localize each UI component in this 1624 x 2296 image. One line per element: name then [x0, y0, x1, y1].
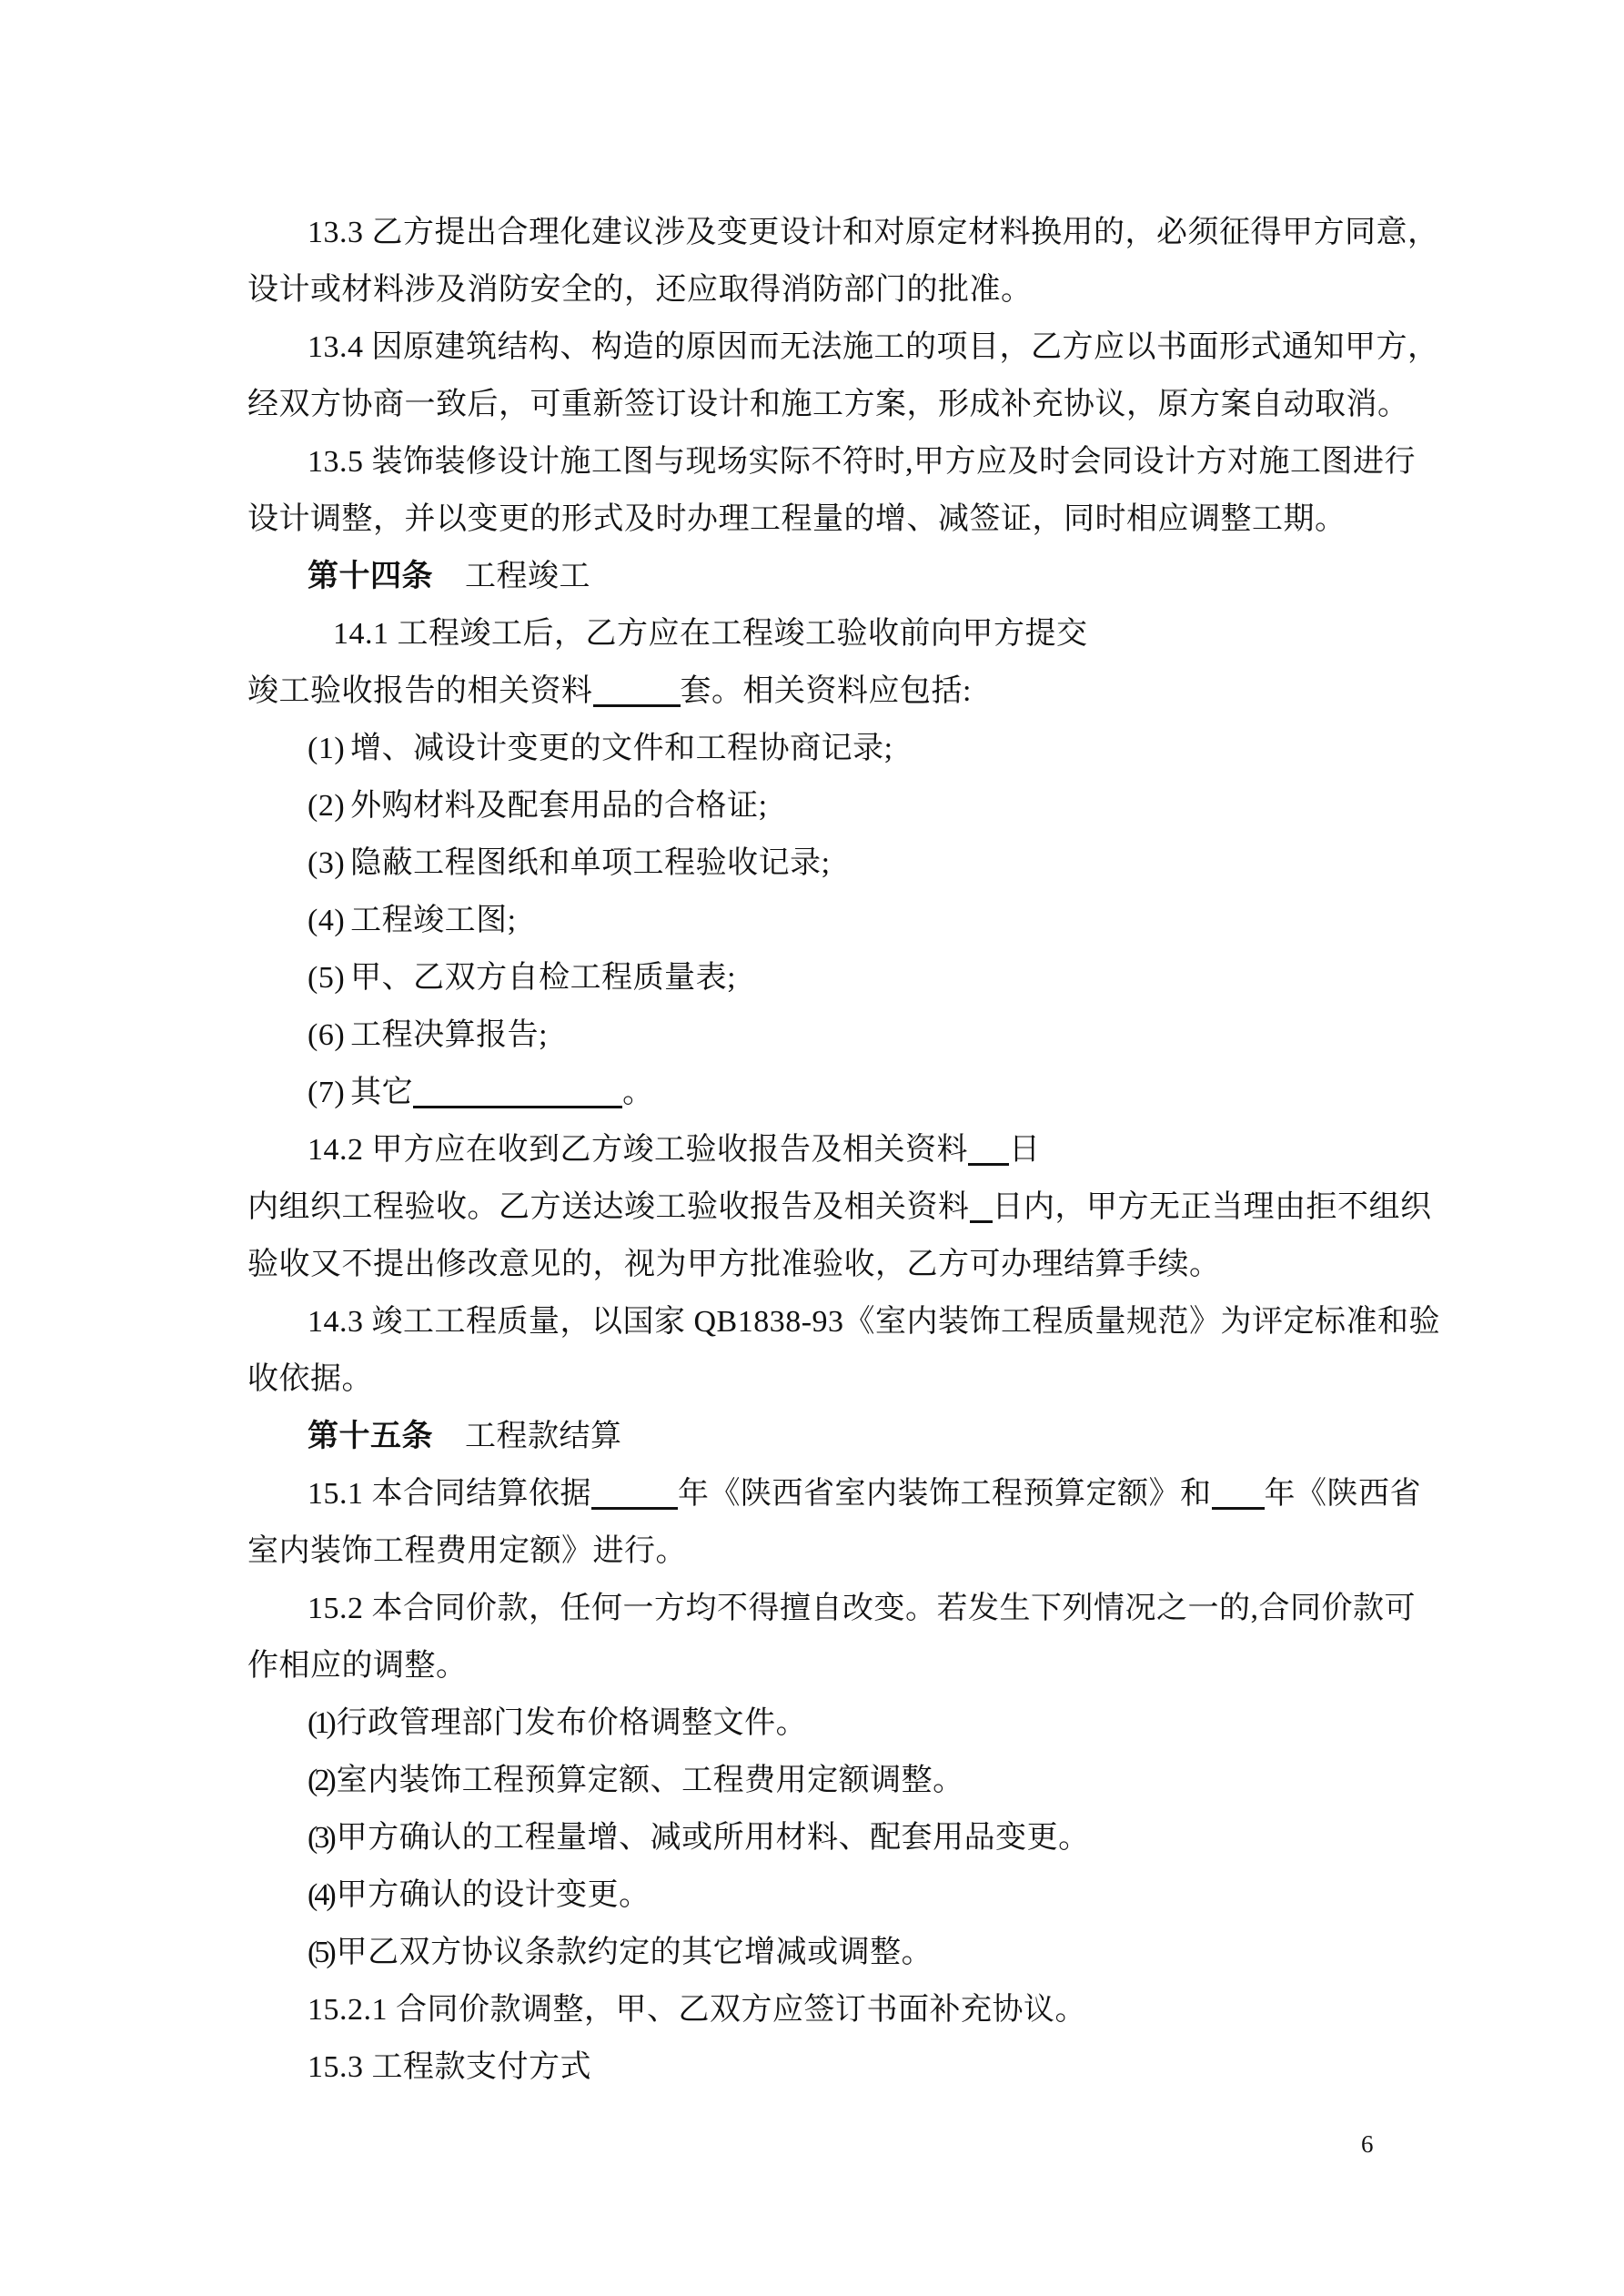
list-item-15-5	[247, 1924, 1576, 1981]
clause-15-title: 工程款结算	[465, 1420, 622, 1453]
list-item-14-1	[247, 720, 1576, 777]
fill-in-blank	[591, 1471, 678, 1510]
clause-14-2-line-1	[247, 1121, 1576, 1178]
item-text: 工程竣工图;	[350, 904, 517, 937]
clause-15-3-line: 15.3 工程款支付方式	[308, 2050, 591, 2084]
item-text: 室内装饰工程预算定额、工程费用定额调整。	[336, 1764, 964, 1797]
list-item-14-7	[247, 1064, 1576, 1121]
item-marker: (3)	[308, 846, 346, 880]
item-text: 甲方确认的设计变更。	[336, 1878, 651, 1912]
fill-in-blank	[1212, 1471, 1265, 1510]
clause-13-5-line-1: 13.5 装饰装修设计施工图与现场实际不符时,甲方应及时会同设计方对施工图进行	[308, 445, 1416, 479]
item-marker: (1)	[308, 1706, 333, 1740]
item-marker: (5)	[308, 1936, 333, 1969]
list-item-14-4	[247, 892, 1576, 949]
text-segment: 14.2 甲方应在收到乙方竣工验收报告及相关资料	[308, 1133, 968, 1167]
clause-14-1-line-2	[247, 663, 1576, 720]
list-item-15-2	[247, 1752, 1576, 1809]
clause-15-2-line-1: 15.2 本合同价款，任何一方均不得擅自改变。若发生下列情况之一的,合同价款可	[308, 1592, 1416, 1625]
clause-15-2-line-2: 作相应的调整。	[247, 1649, 468, 1683]
fill-in-blank	[413, 1069, 622, 1108]
clause-14-3-line-2: 收依据。	[247, 1362, 373, 1396]
fill-in-blank	[968, 1127, 1009, 1166]
text-segment: 年《陕西省室内装饰工程预算定额》和	[678, 1477, 1212, 1511]
item-text: 甲方确认的工程量增、减或所用材料、配套用品变更。	[336, 1821, 1090, 1855]
fill-in-blank	[970, 1184, 993, 1223]
item-marker: (4)	[308, 1878, 333, 1912]
item-text: 甲、乙双方自检工程质量表;	[350, 961, 737, 995]
fill-in-blank	[593, 668, 681, 707]
page-number: 6	[1361, 2130, 1374, 2158]
clause-15-1-line-1	[247, 1465, 1576, 1522]
clause-15-heading	[247, 1408, 1576, 1465]
item-text: 其它	[350, 1076, 414, 1109]
item-text: 隐蔽工程图纸和单项工程验收记录;	[350, 846, 831, 880]
text-segment: 15.1 本合同结算依据	[308, 1477, 591, 1511]
clause-15-1-line-2: 室内装饰工程费用定额》进行。	[247, 1534, 687, 1568]
list-item-15-4	[247, 1866, 1576, 1924]
item-text: 外购材料及配套用品的合格证;	[350, 789, 768, 823]
clause-15-2-1-line: 15.2.1 合同价款调整，甲、乙双方应签订书面补充协议。	[308, 1993, 1086, 2027]
list-item-14-3	[247, 834, 1576, 892]
item-marker: (1)	[308, 732, 346, 765]
clause-14-2-line-2	[247, 1178, 1576, 1236]
item-marker: (5)	[308, 961, 346, 995]
clause-13-3-line-1: 13.3 乙方提出合理化建议涉及变更设计和对原定材料换用的，必须征得甲方同意，	[308, 216, 1439, 249]
clause-13-3-line-2: 设计或材料涉及消防安全的，还应取得消防部门的批准。	[247, 273, 1033, 307]
list-item-14-5	[247, 949, 1576, 1006]
item-text: 工程决算报告;	[350, 1018, 549, 1052]
item-marker: (3)	[308, 1821, 333, 1855]
clause-14-3-line-1: 14.3 竣工工程质量，以国家 QB1838-93《室内装饰工程质量规范》为评定标准和验	[308, 1305, 1441, 1339]
text-segment: 竣工验收报告的相关资料	[247, 674, 593, 708]
item-text: 增、减设计变更的文件和工程协商记录;	[350, 732, 893, 765]
item-marker: (4)	[308, 904, 346, 937]
item-marker: (7)	[308, 1076, 346, 1109]
list-item-15-3	[247, 1809, 1576, 1866]
text-segment: 年《陕西省	[1264, 1477, 1421, 1511]
clause-13-5-line-2: 设计调整，并以变更的形式及时办理工程量的增、减签证，同时相应调整工期。	[247, 502, 1347, 536]
list-item-14-2	[247, 777, 1576, 834]
item-text: 行政管理部门发布价格调整文件。	[336, 1706, 808, 1740]
item-marker: (2)	[308, 789, 346, 823]
item-text: 甲乙双方协议条款约定的其它增减或调整。	[336, 1936, 933, 1969]
clause-14-title: 工程竣工	[465, 560, 590, 593]
clause-14-number: 第十四条	[308, 560, 433, 593]
text-segment: 内组织工程验收。乙方送达竣工验收报告及相关资料	[247, 1190, 970, 1224]
text-segment: 日内，甲方无正当理由拒不组织	[992, 1190, 1432, 1224]
text-segment: 。	[622, 1076, 654, 1109]
clause-15-number: 第十五条	[308, 1420, 433, 1453]
text-segment: 日	[1009, 1133, 1041, 1167]
item-marker: (2)	[308, 1764, 333, 1797]
clause-13-4-line-1: 13.4 因原建筑结构、构造的原因而无法施工的项目，乙方应以书面形式通知甲方，	[308, 330, 1439, 364]
item-marker: (6)	[308, 1018, 346, 1052]
list-item-14-6	[247, 1006, 1576, 1064]
clause-14-2-line-3: 验收又不提出修改意见的，视为甲方批准验收，乙方可办理结算手续。	[247, 1248, 1221, 1281]
clause-14-heading	[247, 548, 1576, 605]
clause-14-1-line-1: 14.1 工程竣工后，乙方应在工程竣工验收前向甲方提交	[333, 617, 1088, 651]
contract-text	[247, 204, 1576, 2096]
text-segment: 套。相关资料应包括:	[680, 674, 972, 708]
list-item-15-1	[247, 1694, 1576, 1752]
clause-13-4-line-2: 经双方协商一致后，可重新签订设计和施工方案，形成补充协议，原方案自动取消。	[247, 388, 1409, 421]
